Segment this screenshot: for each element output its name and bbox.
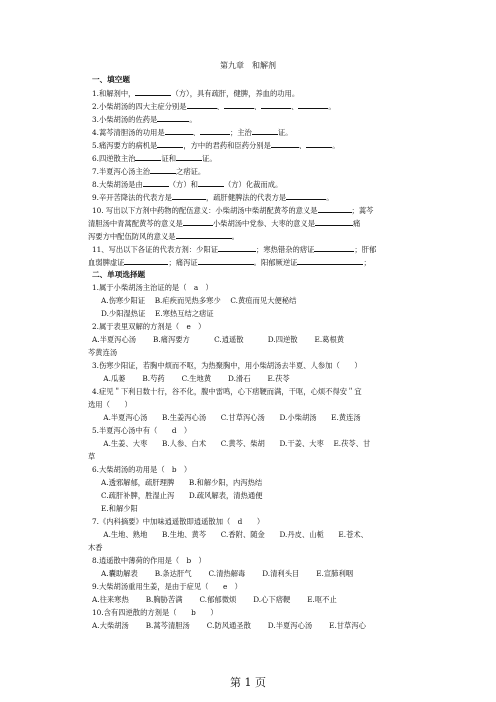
fill-q11-line2: 血弱脾虚证 ；痛泻证 。阳郁厥逆证 ； xyxy=(88,258,371,267)
fill-q6: 6.四逆散主治 证和 证。 xyxy=(92,154,217,163)
choice-q1-options-1: A.伤寒少阳证 B.疟疾而见热多寒少 C.黄疸而见大便秘结 xyxy=(101,296,297,305)
choice-q5-options-1: A.生姜、大枣 B.人参、白术 C.黄芩、柴胡 D.干姜、大枣 E.茯苓、甘 xyxy=(96,439,371,448)
choice-q2-options-2: 芩黄连汤 xyxy=(88,348,118,357)
choice-q7-options-1: A.生地、熟地 B.生地、黄芩 C.香附、随金 D.丹皮、山栀 E.苍术、 xyxy=(96,530,368,539)
choice-q10-options: A.大柴胡汤 B.蒿芩清胆汤 C.防风通圣散 D.半夏泻心汤 E.甘草泻心 xyxy=(92,621,366,630)
choice-q6-options-2: C.疏肝补脾，胜湿止泻 D.疏风解表，清热通便 xyxy=(101,491,263,500)
choice-q6-options-1: A.透邪解郁，疏肝理脾 B.和解少阳，内泻热结 xyxy=(101,478,263,487)
choice-q3: 3.伤寒少阳证，若胸中烦而不呕，为热聚胸中，用小柴胡汤去半夏、人参加（ ） xyxy=(92,361,362,370)
choice-q2-options-1: A.半夏泻心汤 B.痛泻要方 C.逍遥散 D.四逆散 E.葛根黄 xyxy=(92,335,345,344)
fill-q5: 5.痛泻要方的病机是 ，方中的君药和臣药分别是 、 。 xyxy=(92,141,340,150)
choice-q1: 1.属于小柴胡汤主治证的是（ a ） xyxy=(92,283,213,292)
choice-q1-options-2: D.少阳湿热证 E.寒热互结之痞证 xyxy=(101,309,214,318)
fill-q2: 2.小柴胡汤的四大主症分别是 、 、 、 。 xyxy=(92,102,336,111)
choice-q9: 9.大柴胡汤重用生姜，是由于症见（ e ） xyxy=(92,582,242,591)
fill-q10-line3: 泻要方中配伍防风的意义是 。 xyxy=(88,232,239,241)
choice-q6-options-3: E.和解少阳 xyxy=(101,504,138,513)
choice-q4-line1: 4.症见＂下利日数十行，谷不化，腹中雷鸣，心下痞鞕而满，干呕，心烦不得安＂宜 xyxy=(92,387,362,396)
choice-q4-options: A.半夏泻心汤 B.生姜泻心汤 C.甘草泻心汤 D.小柴胡汤 E.黄连汤 xyxy=(96,413,361,422)
choice-q8-options: A.囊助解表 B.条达肝气 C.清热解毒 D.清利头目 E.宣肺利咽 xyxy=(101,569,354,578)
page-number: 第 1 页 xyxy=(230,676,266,689)
fill-q9: 9.辛开苦降法的代表方是 ，疏肝健脾法的代表方是 。 xyxy=(92,193,334,202)
fill-q8: 8.大柴胡汤是由 （方）和 （方）化裁而成。 xyxy=(92,180,283,189)
choice-q10: 10.含有四逆散的方剂是（ b ） xyxy=(92,608,218,617)
fill-section-title: 一、填空题 xyxy=(92,75,130,84)
fill-q10-line1: 10. 写出以下方剂中药物的配伍意义：小柴胡汤中柴胡配黄芩的意义是 ；蒿芩 xyxy=(92,206,374,215)
page-title: 第九章 和解剂 xyxy=(220,61,276,70)
choice-q7-options-2: 木香 xyxy=(88,543,103,552)
choice-q5: 5.半夏泻心汤中有（ d ） xyxy=(92,426,192,435)
fill-q4: 4.蒿芩清胆汤的功用是 、 ；主治 证。 xyxy=(92,128,293,137)
choice-q5-options-2: 草 xyxy=(88,452,96,461)
choice-section-title: 二、单项选择题 xyxy=(92,270,146,279)
choice-q2: 2.属于表里双解的方剂是（ e ） xyxy=(92,322,206,331)
fill-q11-line1: 11、写出以下各证的代表方剂：少阳证 ；寒热错杂的痞证 ；肝郁 xyxy=(92,245,377,254)
choice-q3-options: A.瓜蒌 B.芍药 C.生地黄 D.滑石 E.茯苓 xyxy=(96,374,290,383)
fill-q10-line2: 清胆汤中青蒿配黄芩的意义是 小柴胡汤中党参、大枣的意义是 痛 xyxy=(88,219,361,228)
fill-q1: 1.和解剂中， （方），具有疏肝，健脾，养血的功用。 xyxy=(92,89,300,98)
fill-q3: 3.小柴胡汤的佐药是 。 xyxy=(92,115,197,124)
choice-q6: 6.大柴胡汤的功用是（ b ） xyxy=(92,465,192,474)
fill-q7: 7.半夏泻心汤主治 之痞证。 xyxy=(92,167,206,176)
choice-q7: 7.《内科摘要》中加味逍遥散即逍遥散加（ d ） xyxy=(92,517,265,526)
choice-q4-line2: 选用（ ） xyxy=(88,400,132,409)
choice-q8: 8.逍遥散中薄荷的作用是（ b ） xyxy=(92,556,206,565)
choice-q9-options: A.往来寒热 B.胸胁苦满 C.郁郁微烦 D.心下痞鞕 E.呕不止 xyxy=(92,595,337,604)
